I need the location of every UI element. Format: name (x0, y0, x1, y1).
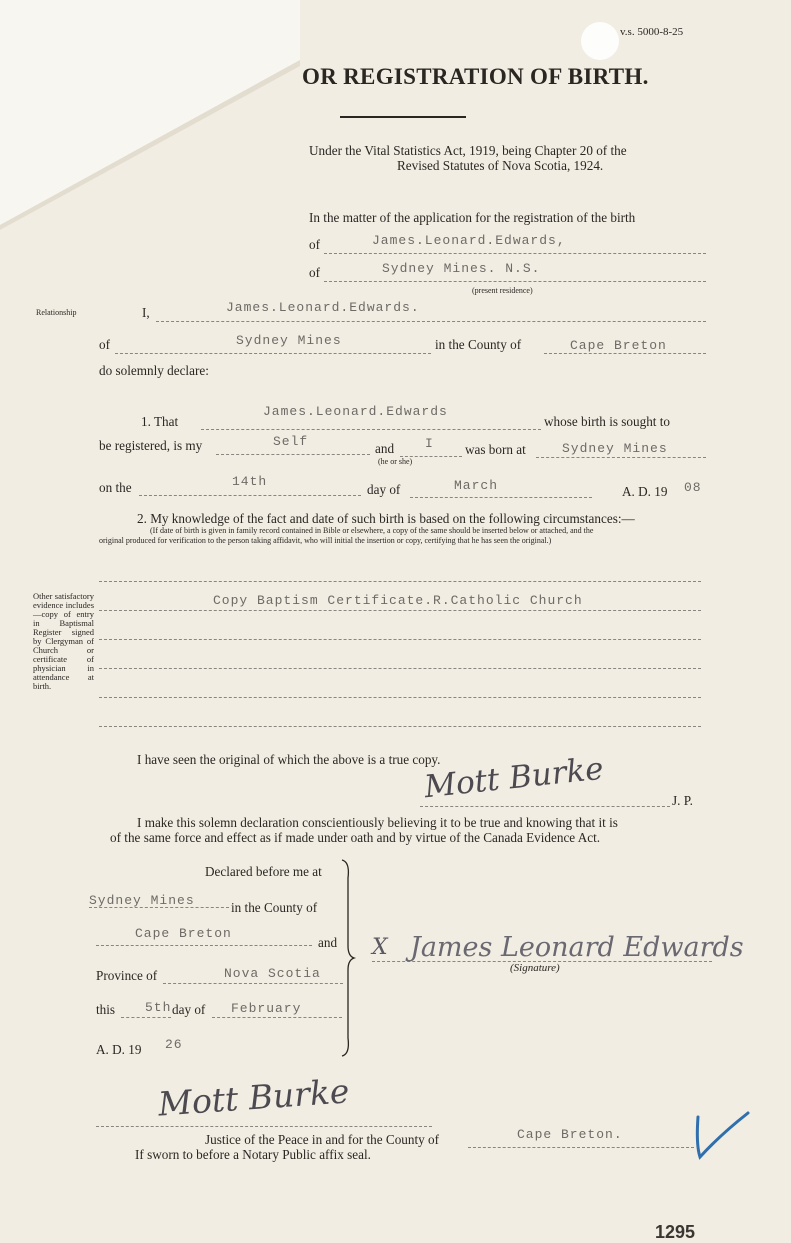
notary-note: If sworn to before a Notary Public affix seal. (135, 1147, 371, 1162)
title-rule (340, 116, 466, 118)
declare-text: do solemnly declare: (99, 363, 209, 378)
folded-corner (0, 0, 300, 230)
declared-county-label: in the County of (231, 900, 318, 915)
page-number: 1295 (655, 1222, 696, 1242)
declared-province-label: Province of (96, 968, 158, 983)
declared-county: Cape Breton (135, 926, 232, 941)
matter-residence: Sydney Mines. N.S. (382, 261, 541, 276)
declarant-name-line (156, 320, 706, 322)
signature-mark: X (372, 935, 388, 960)
declared-before: Declared before me at (205, 864, 322, 879)
justice-line: Justice of the Peace in and for the County of (205, 1132, 440, 1147)
declarant-place-line (115, 352, 431, 354)
evidence-line-3 (99, 638, 701, 640)
declarant-i-label: I, (142, 305, 150, 320)
declarant-name: James.Leonard.Edwards. (226, 300, 420, 315)
check-mark-icon (690, 1105, 755, 1165)
jp-line (420, 805, 670, 807)
declarant-place: Sydney Mines (236, 333, 342, 348)
declared-province: Nova Scotia (224, 966, 321, 981)
jp-signature: Mott Burke (422, 750, 606, 806)
item1-registered-label: be registered, is my (99, 438, 203, 453)
declarant-signature: James Leonard Edwards (410, 932, 744, 963)
declared-month-line (212, 1016, 342, 1018)
item1-name: James.Leonard.Edwards (263, 404, 448, 419)
item1-sought: whose birth is sought to (544, 414, 671, 429)
item1-pronoun: I (425, 436, 434, 451)
item1-that: 1. That (141, 414, 179, 429)
item2-note-line-2: original produced for verification to the person taking affidavit, who will initial the insertion or copy, certifying that he has seen the original.) (99, 536, 552, 545)
form-code: v.s. 5000-8-25 (620, 26, 684, 38)
relationship-margin-label: Relationship (36, 308, 77, 317)
jp-label: J. P. (672, 793, 693, 808)
declared-day-line (121, 1016, 171, 1018)
declared-this-label: this (96, 1002, 116, 1017)
evidence-margin-note: Other satisfactory evidence includes —copy of entry in Baptismal Register signed by Clergyman of Church or certificate of physician in attendance at birth. (33, 591, 94, 691)
item1-year: 08 (684, 480, 702, 495)
declarant-county: Cape Breton (570, 338, 667, 353)
declarant-county-label: in the County of (435, 337, 522, 352)
evidence-line-6 (99, 725, 701, 727)
item1-relationship-line (216, 453, 370, 455)
item1-name-line (201, 428, 541, 430)
evidence-line-2 (99, 609, 701, 611)
item1-day-of: day of (367, 482, 401, 497)
item1-on-the: on the (99, 480, 132, 495)
evidence-line-5 (99, 696, 701, 698)
brace (336, 858, 358, 1058)
item1-day: 14th (232, 474, 268, 489)
item1-and-label: and (375, 441, 395, 456)
evidence-line-4 (99, 667, 701, 669)
page-title: OR REGISTRATION OF BIRTH. (302, 64, 649, 89)
matter-name-line (324, 252, 706, 254)
declared-and-label: and (318, 935, 338, 950)
matter-residence-line (324, 280, 706, 282)
item1-relationship: Self (273, 434, 309, 449)
matter-intro: In the matter of the application for the registration of the birth (309, 210, 636, 225)
declared-year: 26 (165, 1037, 183, 1052)
justice-county-line (468, 1146, 694, 1148)
declared-month: February (231, 1001, 302, 1016)
solemn-line-1: I make this solemn declaration conscientiously believing it to be true and knowing that it is (137, 815, 618, 830)
justice-county: Cape Breton. (517, 1127, 623, 1142)
item1-pronoun-note: (he or she) (378, 457, 413, 466)
item1-birthplace-line (536, 456, 706, 458)
declared-place-line (89, 906, 229, 908)
item1-ad: A. D. 19 (622, 484, 668, 499)
residence-note: (present residence) (472, 286, 533, 295)
signature-label: (Signature) (510, 962, 560, 974)
act-line-2: Revised Statutes of Nova Scotia, 1924. (397, 158, 604, 173)
matter-of-label: of (309, 237, 320, 252)
jp-seen: I have seen the original of which the above is a true copy. (137, 752, 441, 767)
solemn-line-2: of the same force and effect as if made under oath and by virtue of the Canada Evidence Act. (110, 830, 601, 845)
evidence-text: Copy Baptism Certificate.R.Catholic Church (213, 593, 583, 608)
punch-hole (581, 22, 619, 60)
item2-text: 2. My knowledge of the fact and date of such birth is based on the following circumstances:— (137, 511, 635, 526)
justice-signature-line (96, 1125, 432, 1127)
declared-county-line (96, 944, 312, 946)
declared-day-of: day of (172, 1002, 206, 1017)
item1-day-line (139, 494, 361, 496)
matter-of-label-2: of (309, 265, 320, 280)
item1-birthplace: Sydney Mines (562, 441, 668, 456)
item2-note-line-1: (If date of birth is given in family record contained in Bible or elsewhere, a copy of the same should be inserted below or attached, and the (150, 526, 594, 535)
declarant-of-label: of (99, 337, 110, 352)
justice-signature: Mott Burke (156, 1071, 351, 1124)
item1-month: March (454, 478, 499, 493)
item1-month-line (410, 496, 592, 498)
item1-born-label: was born at (465, 442, 526, 457)
declared-day: 5th (145, 1000, 172, 1015)
evidence-line-1 (99, 580, 701, 582)
act-line-1: Under the Vital Statistics Act, 1919, being Chapter 20 of the (309, 143, 627, 158)
matter-name: James.Leonard.Edwards, (372, 233, 566, 248)
declared-province-line (163, 982, 343, 984)
declared-ad: A. D. 19 (96, 1042, 142, 1057)
declared-place: Sydney Mines (89, 893, 195, 908)
